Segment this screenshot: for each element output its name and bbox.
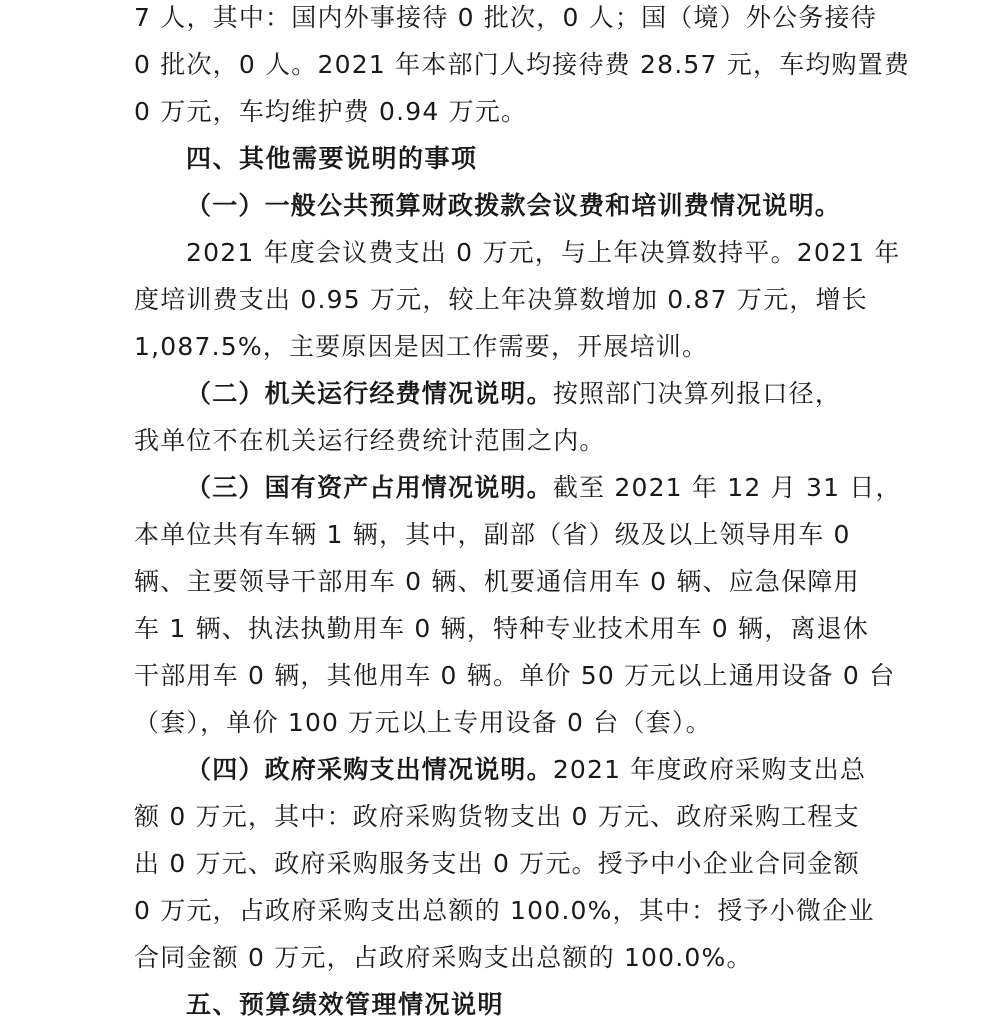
body-text: 2021 年度政府采购支出总 — [552, 755, 867, 784]
body-text: 截至 2021 年 12 月 31 日， — [552, 473, 902, 502]
body-line: 我单位不在机关运行经费统计范围之内。 — [134, 426, 606, 455]
section-heading-5: 五、预算绩效管理情况说明 — [186, 990, 505, 1019]
body-line: （套），单价 100 万元以上专用设备 0 台（套）。 — [134, 708, 712, 737]
body-line: 2021 年度会议费支出 0 万元，与上年决算数持平。2021 年 — [186, 238, 901, 267]
body-line: 额 0 万元，其中：政府采购货物支出 0 万元、政府采购工程支 — [134, 802, 860, 831]
body-line: 车 1 辆、执法执勤用车 0 辆，特种专业技术用车 0 辆，离退休 — [134, 614, 870, 643]
body-line: 出 0 万元、政府采购服务支出 0 万元。授予中小企业合同金额 — [134, 849, 860, 878]
body-line: 1,087.5%，主要原因是因工作需要，开展培训。 — [134, 332, 709, 361]
body-line: 合同金额 0 万元，占政府采购支出总额的 100.0%。 — [134, 943, 753, 972]
body-line: 0 万元，占政府采购支出总额的 100.0%，其中：授予小微企业 — [134, 896, 875, 925]
body-line: 度培训费支出 0.95 万元，较上年决算数增加 0.87 万元，增长 — [134, 285, 868, 314]
body-line: 干部用车 0 辆，其他用车 0 辆。单价 50 万元以上通用设备 0 台 — [134, 661, 896, 690]
body-line: 0 批次，0 人。2021 年本部门人均接待费 28.57 元，车均购置费 — [134, 50, 911, 79]
subsection-heading-2: （二）机关运行经费情况说明。 — [186, 379, 553, 408]
body-text: 按照部门决算列报口径， — [552, 379, 842, 408]
paragraph-line — [186, 378, 926, 410]
body-line: 辆、主要领导干部用车 0 辆、机要通信用车 0 辆、应急保障用 — [134, 567, 860, 596]
paragraph-line — [186, 472, 926, 504]
body-line: 本单位共有车辆 1 辆，其中，副部（省）级及以上领导用车 0 — [134, 520, 851, 549]
subsection-heading-4: （四）政府采购支出情况说明。 — [186, 755, 553, 784]
section-heading-4: 四、其他需要说明的事项 — [186, 144, 478, 173]
body-line: 0 万元，车均维护费 0.94 万元。 — [134, 97, 528, 126]
subsection-heading-3: （三）国有资产占用情况说明。 — [186, 473, 553, 502]
paragraph-line — [186, 754, 926, 786]
subsection-heading-1: （一）一般公共预算财政拨款会议费和培训费情况说明。 — [186, 191, 842, 220]
body-line: 7 人，其中：国内外事接待 0 批次，0 人；国（境）外公务接待 — [134, 3, 877, 32]
